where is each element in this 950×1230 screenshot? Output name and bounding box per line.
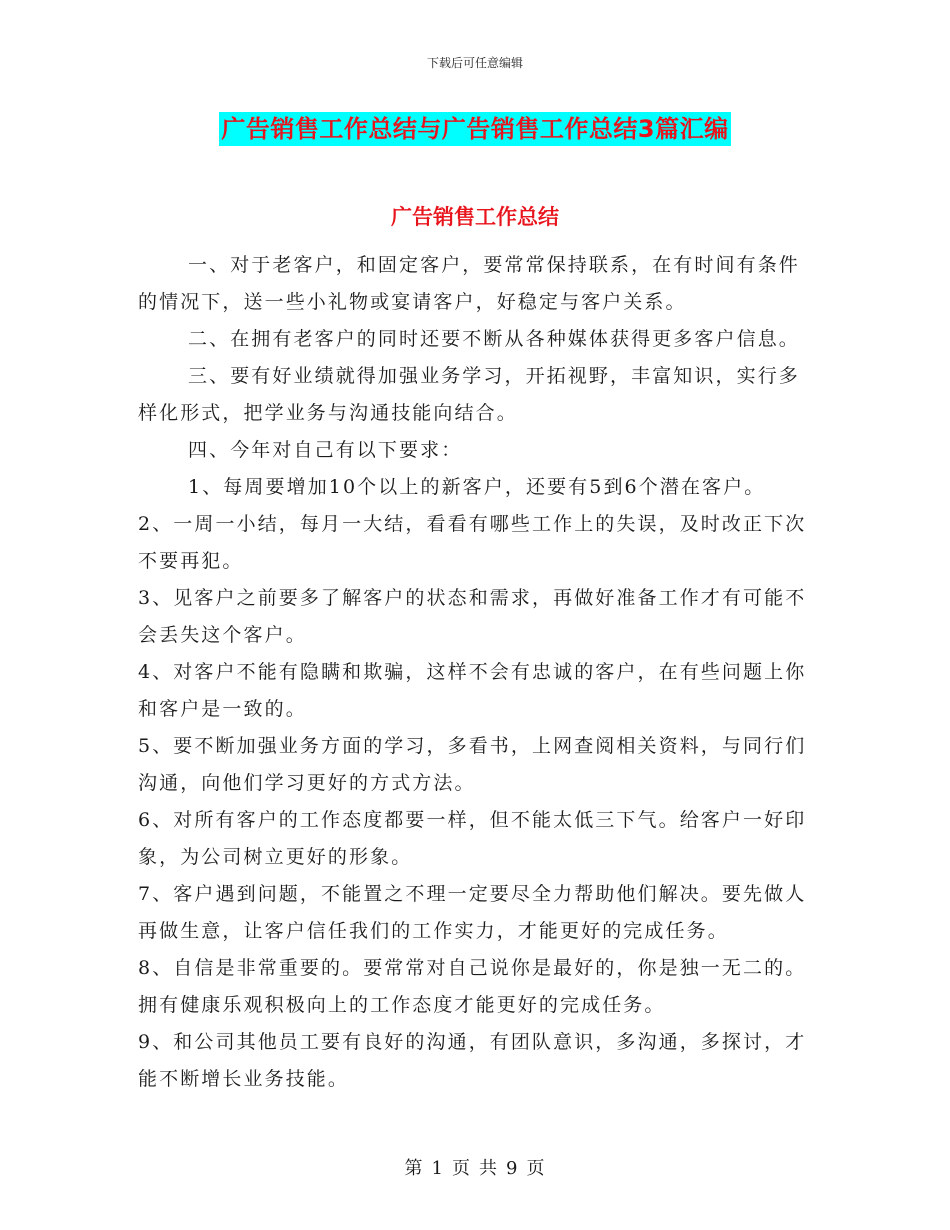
- total-pages-number: 9: [506, 1158, 519, 1179]
- paragraph: 四、今年对自己有以下要求：: [188, 439, 463, 461]
- document-title: 广告销售工作总结与广告销售工作总结3篇汇编: [219, 112, 730, 146]
- section-title: 广告销售工作总结: [391, 205, 559, 229]
- list-item: 3、见客户之前要多了解客户的状态和需求，再做好准备工作才有可能不会丢失这个客户。: [138, 587, 807, 646]
- footer-suffix: 页: [526, 1158, 546, 1179]
- paragraph: 二、在拥有老客户的同时还要不断从各种媒体获得更多客户信息。: [188, 328, 800, 350]
- page-header: 下载后可任意编辑: [426, 56, 523, 70]
- list-item: 2、一周一小结，每月一大结，看看有哪些工作上的失误，及时改正下次不要再犯。: [138, 513, 807, 572]
- list-item: 8、自信是非常重要的。要常常对自己说你是最好的，你是独一无二的。拥有健康乐观积极向上的工作态度才能更好的完成任务。: [138, 957, 807, 1016]
- list-item: 6、对所有客户的工作态度都要一样，但不能太低三下气。给客户一好印象，为公司树立更好的形象。: [138, 809, 807, 868]
- document-body: [138, 247, 818, 1098]
- list-item: 7、客户遇到问题，不能置之不理一定要尽全力帮助他们解决。要先做人再做生意，让客户信任我们的工作实力，才能更好的完成任务。: [138, 883, 807, 942]
- list-item: 5、要不断加强业务方面的学习，多看书，上网查阅相关资料，与同行们沟通，向他们学习更好的方式方法。: [138, 735, 807, 794]
- paragraph: 三、要有好业绩就得加强业务学习，开拓视野，丰富知识，实行多样化形式，把学业务与沟通技能向结合。: [138, 365, 800, 424]
- footer-page-label: 页: [452, 1158, 471, 1179]
- list-item: 9、和公司其他员工要有良好的沟通，有团队意识，多沟通，多探讨，才能不断增长业务技能。: [138, 1031, 807, 1090]
- list-item: 1、每周要增加10个以上的新客户，还要有5到6个潜在客户。: [188, 476, 766, 498]
- footer-prefix: 第: [404, 1158, 424, 1179]
- list-item: 4、对客户不能有隐瞒和欺骗，这样不会有忠诚的客户，在有些问题上你和客户是一致的。: [138, 661, 807, 720]
- paragraph: 一、对于老客户，和固定客户，要常常保持联系，在有时间有条件的情况下，送一些小礼物或宴请客户，好稳定与客户关系。: [138, 254, 800, 313]
- footer-total-label: 共: [479, 1158, 498, 1179]
- page-footer: [0, 1154, 950, 1180]
- current-page-number: 1: [431, 1158, 444, 1179]
- title-container: [0, 112, 950, 146]
